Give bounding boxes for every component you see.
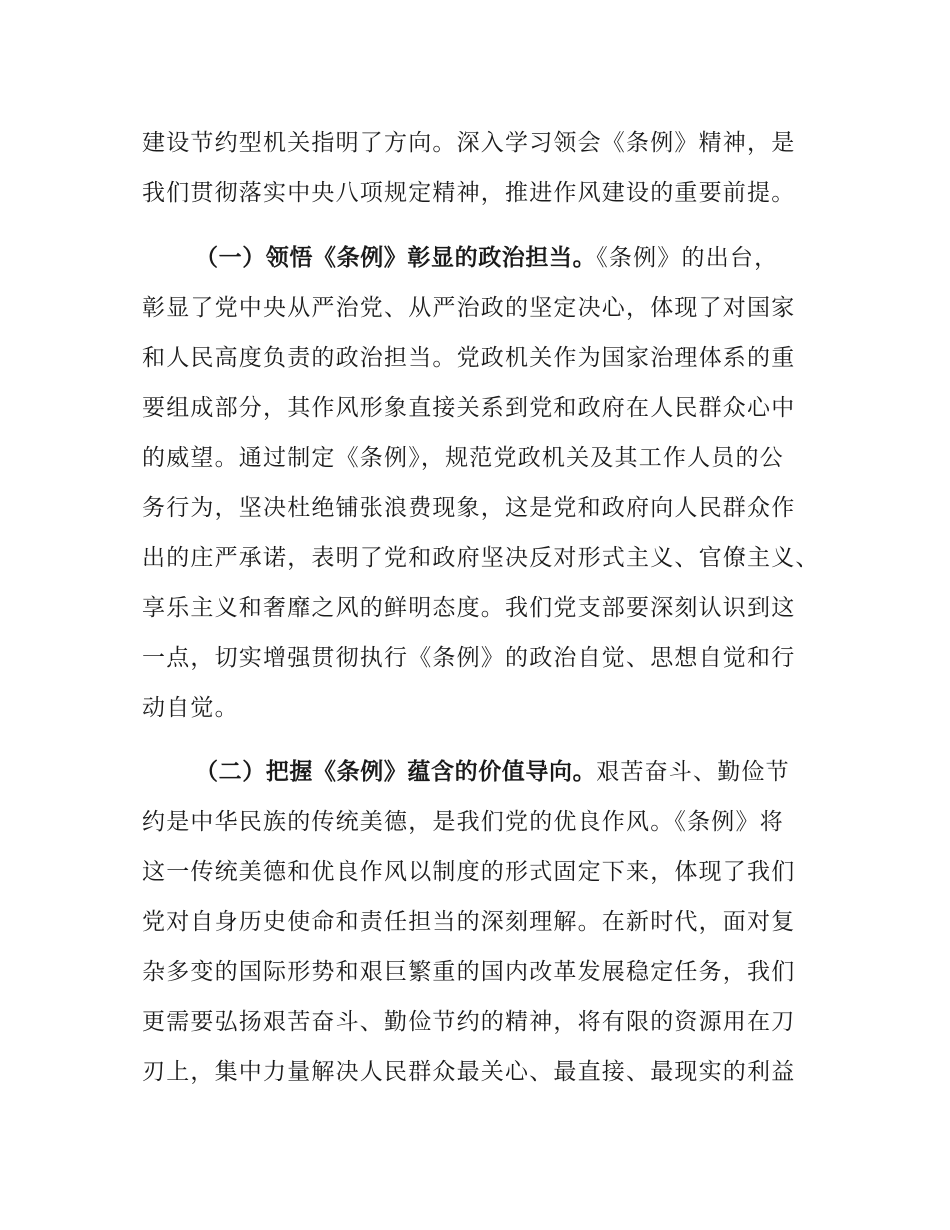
paragraph-line: 彰显了党中央从严治党、从严治政的坚定决心，体现了对国家: [142, 295, 796, 321]
paragraph-line: 杂多变的国际形势和艰巨繁重的国内改革发展稳定任务，我们: [142, 959, 796, 985]
paragraph-text: 《条例》的出台，: [596, 245, 779, 271]
paragraph-line: 一点，切实增强贯彻执行《条例》的政治自觉、思想自觉和行: [142, 645, 796, 671]
section-heading-line: [195, 757, 790, 787]
paragraph-line: 约是中华民族的传统美德，是我们党的优良作风。《条例》将: [142, 809, 784, 835]
section-heading: （二）把握《条例》蕴含的价值导向。: [195, 759, 597, 785]
paragraph-line: 和人民高度负责的政治担当。党政机关作为国家治理体系的重: [142, 345, 796, 371]
paragraph-line: 党对自身历史使命和责任担当的深刻理解。在新时代，面对复: [142, 909, 796, 935]
paragraph-line: 建设节约型机关指明了方向。深入学习领会《条例》精神，是: [142, 130, 796, 156]
paragraph-line: 要组成部分，其作风形象直接关系到党和政府在人民群众心中: [142, 395, 796, 421]
section-heading-line: [195, 243, 778, 273]
paragraph-line: 刃上，集中力量解决人民群众最关心、最直接、最现实的利益: [142, 1059, 796, 1085]
paragraph-text: 艰苦奋斗、勤俭节: [596, 759, 790, 785]
paragraph-line: 更需要弘扬艰苦奋斗、勤俭节约的精神，将有限的资源用在刀: [142, 1009, 796, 1035]
paragraph-line: 的威望。通过制定《条例》，规范党政机关及其工作人员的公: [142, 445, 784, 471]
paragraph-line: 这一传统美德和优良作风以制度的形式固定下来，体现了我们: [142, 859, 796, 885]
paragraph-line: 享乐主义和奢靡之风的鲜明态度。我们党支部要深刻认识到这: [142, 595, 796, 621]
paragraph-line: 出的庄严承诺，表明了党和政府坚决反对形式主义、官僚主义、: [142, 545, 820, 571]
paragraph-line: 动自觉。: [142, 695, 239, 721]
paragraph-line: 务行为，坚决杜绝铺张浪费现象，这是党和政府向人民群众作: [142, 495, 796, 521]
paragraph-line: 我们贯彻落实中央八项规定精神，推进作风建设的重要前提。: [142, 180, 796, 206]
section-heading: （一）领悟《条例》彰显的政治担当。: [195, 245, 597, 271]
